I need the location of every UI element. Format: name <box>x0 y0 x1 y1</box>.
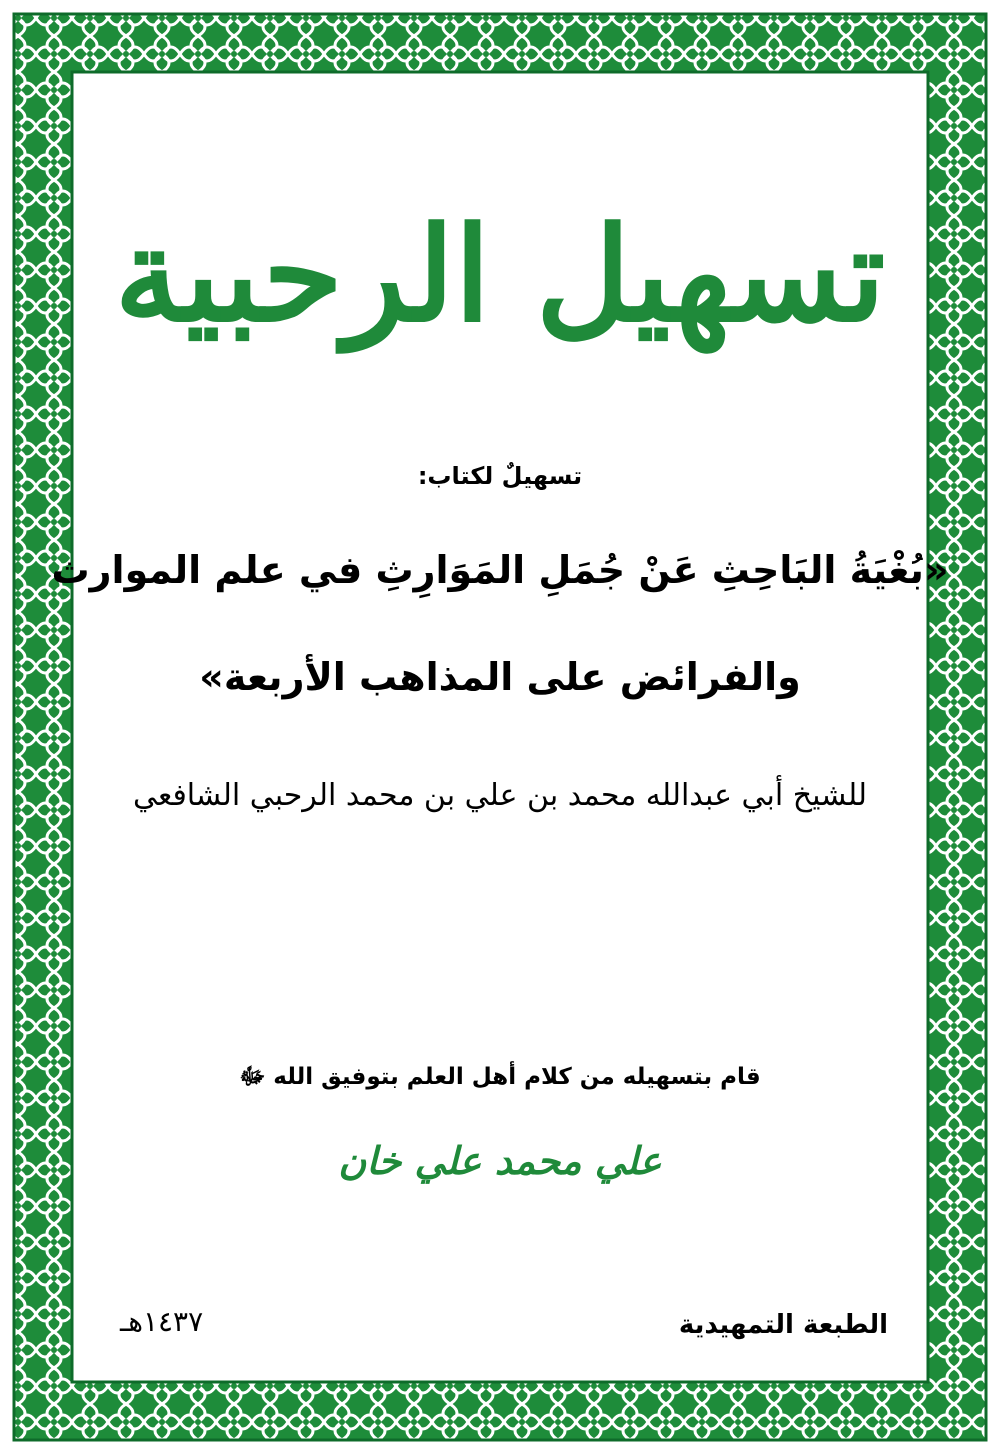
author-signature: علي محمد علي خان <box>338 1138 662 1183</box>
subtitle-label: تسهيلٌ لكتاب: <box>417 462 583 490</box>
book-title-line-2: والفرائض على المذاهب الأربعة» <box>199 655 801 699</box>
hijri-year: ١٤٣٧هـ <box>120 1305 204 1338</box>
calligraphy-title: تسهيل الرحبية <box>114 198 886 351</box>
edition-label: الطبعة التمهيدية <box>678 1310 888 1340</box>
author-line: للشيخ أبي عبدالله محمد بن علي بن محمد الرحبي الشافعي <box>132 778 868 813</box>
book-title-line-1: «بُغْيَةُ البَاحِثِ عَنْ جُمَلِ المَوَارِثِ في علم الموارث <box>51 548 949 592</box>
prepared-by-line: قام بتسهيله من كلام أهل العلم بتوفيق الله ﷻ <box>239 1064 761 1090</box>
